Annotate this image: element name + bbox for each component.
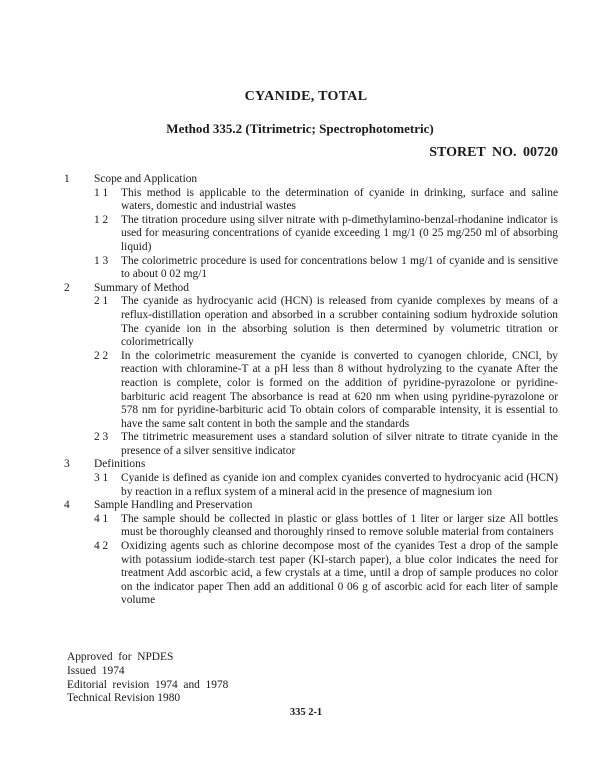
section-number: 3 [64,458,70,471]
section-heading: Sample Handling and Preservation [94,499,253,512]
subsection-number: 2 1 [94,295,109,308]
page-number: 335 2-1 [289,707,323,718]
section [64,173,558,282]
subsection-text: The sample should be collected in plastic or glass bottles of 1 liter or larger size All bottles must be thoroughly cleansed and thoroughly rinsed to remove soluble material from containers [121,512,558,539]
subsection-number: 1 3 [94,254,109,267]
subsection-number: 1 2 [94,213,109,226]
section-heading: Scope and Application [94,173,198,185]
section [64,282,558,459]
section [64,458,558,499]
subsection-number: 1 1 [94,186,109,199]
subsection-number: 4 1 [94,512,109,525]
subsection [64,540,558,608]
approval-notes [67,651,228,706]
subsection-text: The colorimetric procedure is used for concentrations below 1 mg/1 of cyanide and is sensitive to about 0 02 mg/1 [121,254,558,281]
section-number: 4 [64,499,70,512]
subsection-number: 2 2 [94,349,109,362]
footer-line: Editorial revision 1974 and 1978 [67,678,229,691]
section [64,499,558,608]
subsection [64,472,558,499]
subsection-text: Cyanide is defined as cyanide ion and complex cyanides converted to hydrocyanic acid (HCN) by reaction in a reflux system of a mineral acid in the presence of magnesium ion [121,472,558,498]
section-heading: Summary of Method [94,281,189,294]
storet-number: STORET NO. 00720 [429,145,558,160]
subsection [64,350,558,432]
footer-line: Issued 1974 [67,664,125,677]
document-body [64,173,558,608]
footer-line: Approved for NPDES [67,651,174,663]
subsection-text: This method is applicable to the determination of cyanide in drinking, surface and saline waters, domestic and industrial wastes [121,186,558,213]
subsection-text: The titration procedure using silver nitrate with p-dimethylamino-benzal-rhodanine indicator is used for measuring concentrations of cyanide exceeding 1 mg/1 (0 25 mg/250 ml of absorbing liquid) [121,213,558,253]
subsection-number: 2 3 [94,431,109,444]
subsection-number: 3 1 [94,472,109,485]
subsection-text: In the colorimetric measurement the cyanide is converted to cyanogen chloride, CNCl, by reaction with chloramine-T at a pH less than 8 without hydrolyzing to the cyanate After the reaction is complete, color is formed on the addition of pyridine-pyrazolone or pyridine-barbituric acid reagent The absorbance is read at 620 nm when using pyridine-pyrazolone or 578 nm for pyridine-barbituric acid To obtain colors of comparable intensity, it is essential to have the same salt content in both the sample and the standards [121,349,558,430]
subsection [64,295,558,349]
subsection [64,431,558,458]
subsection-text: The cyanide as hydrocyanic acid (HCN) is released from cyanide complexes by means of a reflux-distillation operation and absorbed in a scrubber containing sodium hydroxide solution The cyanide ion in the absorbing solution is then determined by volumetric titration or colorimetrically [121,295,558,349]
section-number: 1 [64,173,70,185]
section-number: 2 [64,281,70,294]
subsection-text: The titrimetric measurement uses a standard solution of silver nitrate to titrate cyanide in the presence of a silver sensitive indicator [121,431,558,457]
subsection [64,513,558,540]
subsection [64,187,558,214]
subsection [64,214,558,255]
subsection-number: 4 2 [94,540,109,553]
subsection [64,255,558,282]
footer-line: Technical Revision 1980 [67,692,181,705]
subsection-text: Oxidizing agents such as chlorine decompose most of the cyanides Test a drop of the sample with potassium iodide-starch test paper (KI-starch paper), a blue color indicates the need for treatment Add ascorbic acid, a few crystals at a time, until a drop of sample produces no color on the indicator paper Then add an additional 0 06 g of ascorbic acid for each liter of sample volume [121,540,558,607]
document-title: CYANIDE, TOTAL [244,89,368,104]
method-heading: Method 335.2 (Titrimetric; Spectrophotometric) [166,121,434,136]
section-heading: Definitions [94,458,146,471]
